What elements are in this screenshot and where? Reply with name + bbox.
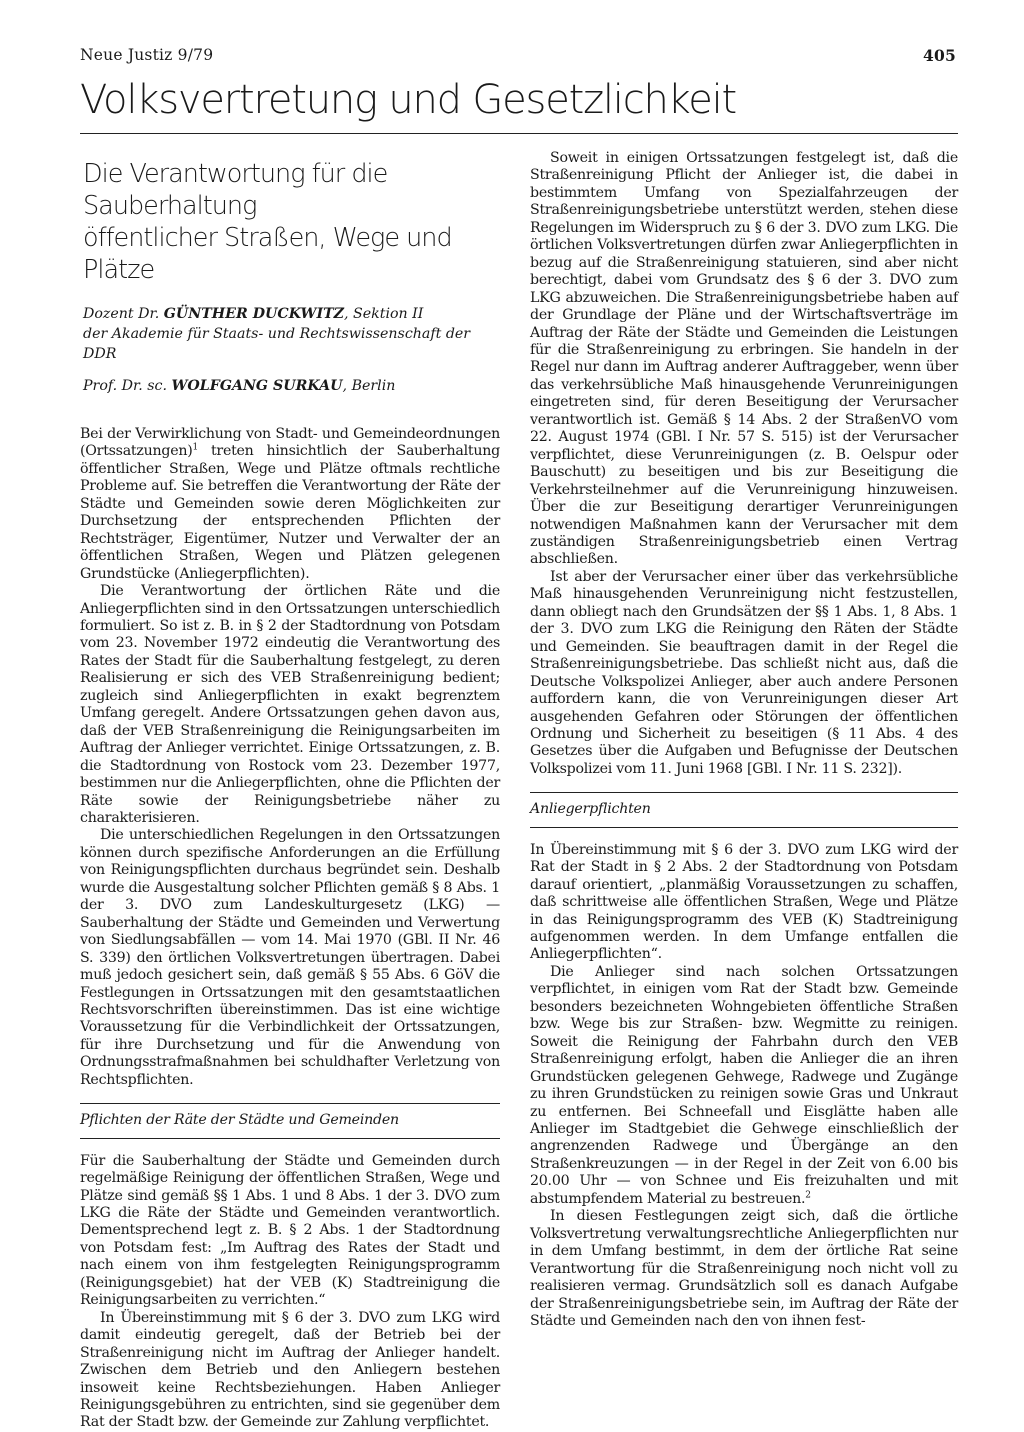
paragraph: Die Verantwortung der örtlichen Räte und die Anliegerpflichten sind in den Ortssatzungen unterschiedlich formuliert. So ist z. B. in § 2 der Stadtordnung von Potsdam vom 23. November 1972 eindeutig die Verantwortung des Rates der Stadt für die Sauberhaltung festgelegt, zu deren Realisierung er sich des VEB Straßenreinigung bedient; zugleich sind Anliegerpflichten in exakt begrenztem Umfang geregelt. Andere Ortssatzungen gehen davon aus, daß der VEB Straßenreinigung die Reinigungsarbeiten im Auftrag der Anlieger verrichtet. Einige Ortssatzungen, z. B. die Stadtordnung von Rostock vom 23. Dezember 1977, bestimmen nur die Anliegerpflichten, ohne die Pflichten der Räte sowie der Reinigungsbetriebe näher zu charakterisieren. <box>80 583 500 826</box>
paragraph <box>80 426 500 583</box>
author-2-prefix: Prof. Dr. sc. <box>83 378 172 394</box>
author-1-affiliation: der Akademie für Staats- und Rechtswissenschaft der DDR <box>83 326 471 362</box>
subheading: Anliegerpflichten <box>530 801 651 818</box>
running-head <box>80 46 956 68</box>
article-title-line-2: öffentlicher Straßen, Wege und Plätze <box>83 223 452 285</box>
paragraph-text: Bei der Verwirklichung von Stadt- und Gemeindeordnungen (Ortssatzungen) <box>80 426 500 460</box>
right-column <box>530 150 958 1330</box>
subheading: Pflichten der Räte der Städte und Gemeinden <box>80 1112 399 1129</box>
journal-issue: Neue Justiz 9/79 <box>80 46 214 64</box>
author-2-name: WOLFGANG SURKAU <box>171 378 343 394</box>
subheading-block <box>80 1103 500 1138</box>
paragraph: In Übereinstimmung mit § 6 der 3. DVO zum LKG wird damit eindeutig geregelt, daß der Betrieb bei der Straßenreinigung nicht im Auftrag der Anlieger handelt. Zwischen dem Betrieb und den Anliegern bestehen insoweit keine Rechtsbeziehungen. Haben Anlieger Reinigungsgebühren zu entrichten, sind sie gegenüber dem Rat der Stadt bzw. der Gemeinde zur Zahlung verpflichtet. <box>80 1309 500 1431</box>
paragraph <box>530 964 958 1208</box>
section-rule <box>80 133 958 134</box>
paragraph-text: Die Anlieger sind nach solchen Ortssatzungen verpflichtet, in einigen vom Rat der Stadt bzw. Gemeinde besonders bezeichneten Wohngebieten öffentliche Straßen bzw. Wege bis zur Straßen- bzw. Wegmitte zu reinigen. Soweit die Reinigung der Fahrbahn durch den VEB Straßenreinigung erfolgt, haben die Anlieger die an ihren Grundstücken gelegenen Gehwege, Radwege und Zugänge zu ihren Grundstücken zu reinigen sowie Gras und Unkraut zu entfernen. Bei Schneefall und Eisglätte haben alle Anlieger im Stadtgebiet die Gehwege einschließlich der angrenzenden Radwege und Übergänge an den Straßenkreuzungen — in der Regel in der Zeit von 6.00 bis 20.00 Uhr — von Schnee und Eis freizuhalten und mit abstumpfendem Material zu bestreuen. <box>530 963 958 1207</box>
author-2-suffix: , Berlin <box>342 378 396 394</box>
author-2 <box>83 376 500 396</box>
left-column <box>80 150 500 1432</box>
subheading-rule-bottom <box>530 827 958 828</box>
author-1-suffix: , Sektion II <box>344 306 424 322</box>
article-title-line-1: Die Verantwortung für die Sauberhaltung <box>83 159 388 221</box>
subheading-block <box>530 792 958 827</box>
paragraph: Soweit in einigen Ortssatzungen festgelegt ist, daß die Straßenreinigung Pflicht der Anlieger ist, die dabei in bestimmtem Umfang von Spezialfahrzeugen der Straßenreinigungsbetriebe unterstützt werden, stehen diese Regelungen im Widerspruch zu § 6 der 3. DVO zum LKG. Die örtlichen Volksvertretungen dürfen zwar Anliegerpflichten in bezug auf die Straßenreinigung statuieren, sind aber nicht berechtigt, dabei vom Grundsatz des § 6 der 3. DVO zum LKG abzuweichen. Die Straßenreinigungsbetriebe haben auf der Grundlage der Pläne und der Wirtschaftsverträge im Auftrag der Räte der Städte und Gemeinden die Leistungen für die Straßenreinigung zu erbringen. Sie handeln in der Regel nur dann im Auftrag anderer Auftraggeber, wenn über das verkehrsübliche Maß hinausgehende Verunreinigungen eingetreten sind, für deren Beseitigung der Verursacher verantwortlich ist. Gemäß § 14 Abs. 2 der StraßenVO vom 22. August 1974 (GBl. I Nr. 57 S. 515) ist der Verursacher verpflichtet, diese Verunreinigungen (z. B. Oelspur oder Bauschutt) zu beseitigen und bis zur Beseitigung die Verkehrsteilnehmer auf die Verunreinigung hinzuweisen. Über die zur Beseitigung derartiger Verunreinigungen notwendigen Maßnahmen kann der Verursacher mit dem zuständigen Straßenreinigungsbetrieb einen Vertrag abschließen. <box>530 150 958 568</box>
left-body <box>80 426 500 1432</box>
section-title: Volksvertretung und Gesetzlichkeit <box>80 77 736 123</box>
paragraph: In Übereinstimmung mit § 6 der 3. DVO zum LKG wird der Rat der Stadt in § 2 Abs. 2 der Stadtordnung von Potsdam darauf orientiert, „planmäßig Voraussetzungen zu schaffen, daß schrittweise alle öffentlichen Straßen, Wege und Plätze in das Reinigungsprogramm des VEB (K) Stadtreinigung aufgenommen werden. In dem Umfange entfallen die Anliegerpflichten“. <box>530 841 958 963</box>
author-1 <box>83 304 500 364</box>
article-title <box>83 158 500 286</box>
author-1-prefix: Dozent Dr. <box>83 306 164 322</box>
paragraph-text: treten hinsichtlich der Sauberhaltung öffentlicher Straßen, Wege und Plätze oftmals rechtliche Probleme auf. Sie betreffen die Verantwortung der Räte der Städte und Gemeinden sowie deren Möglichkeiten zur Durchsetzung der entsprechenden Pflichten der Rechtsträger, Eigentümer, Nutzer und Verwalter der an öffentlichen Straßen, Wegen und Plätzen gelegenen Grundstücke (Anliegerpflichten). <box>80 443 500 582</box>
author-1-name: GÜNTHER DUCKWITZ <box>163 306 345 322</box>
footnote-ref: 2 <box>805 1190 811 1201</box>
paragraph: Für die Sauberhaltung der Städte und Gemeinden durch regelmäßige Reinigung der öffentlichen Straßen, Wege und Plätze sind gemäß §§ 1 Abs. 1 und 8 Abs. 1 der 3. DVO zum LKG die Räte der Städte und Gemeinden verantwortlich. Dementsprechend legt z. B. § 2 Abs. 1 der Stadtordnung von Potsdam fest: „Im Auftrag des Rates der Stadt und nach einem von ihm festgelegten Reinigungsprogramm (Reinigungsgebiet) hat der VEB (K) Stadtreinigung die Reinigungsarbeiten zu verrichten.“ <box>80 1152 500 1309</box>
paragraph: Die unterschiedlichen Regelungen in den Ortssatzungen können durch spezifische Anforderungen an die Erfüllung von Reinigungspflichten durchaus begründet sein. Deshalb wurde die Ausgestaltung solcher Pflichten gemäß § 8 Abs. 1 der 3. DVO zum Landeskulturgesetz (LKG) — Sauberhaltung der Städte und Gemeinden und Verwertung von Siedlungsabfällen — vom 14. Mai 1970 (GBl. II Nr. 46 S. 339) den örtlichen Volksvertretungen übertragen. Dabei muß jedoch gesichert sein, daß gemäß § 55 Abs. 6 GöV die Festlegungen in Ortssatzungen mit den gesamtstaatlichen Rechtsvorschriften übereinstimmen. Das ist eine wichtige Voraussetzung für die Verbindlichkeit der Ortssatzungen, für ihre Durchsetzung und für die Anwendung von Ordnungsstrafmaßnahmen bei schuldhafter Verletzung von Rechtspflichten. <box>80 827 500 1088</box>
subheading-rule-bottom <box>80 1138 500 1139</box>
paragraph: In diesen Festlegungen zeigt sich, daß die örtliche Volksvertretung verwaltungsrechtliche Anliegerpflichten nur in dem Umfang bestimmt, in dem der örtliche Rat seine Verantwortung für die Straßenreinigung noch nicht voll zu realisieren vermag. Grundsätzlich soll es danach Aufgabe der Straßenreinigungsbetriebe sein, im Auftrag der Räte der Städte und Gemeinden nach den von ihnen fest- <box>530 1208 958 1329</box>
footnote-ref: 1 <box>192 442 199 453</box>
right-body <box>530 150 958 1330</box>
paragraph: Ist aber der Verursacher einer über das verkehrsübliche Maß hinausgehenden Verunreinigung nicht festzustellen, dann obliegt nach den Grundsätzen der §§ 1 Abs. 1, 8 Abs. 1 der 3. DVO zum LKG die Reinigung den Räten der Städte und Gemeinden. Sie beauftragen damit in der Regel die Straßenreinigungsbetriebe. Das schließt nicht aus, daß die Deutsche Volkspolizei Anlieger, aber auch andere Personen auffordern kann, die von Verunreinigungen dieser Art ausgehenden Gefahren oder Störungen der öffentlichen Ordnung und Sicherheit zu beseitigen (§ 11 Abs. 4 des Gesetzes über die Aufgaben und Befugnisse der Deutschen Volkspolizei vom 11. Juni 1968 [GBl. I Nr. 11 S. 232]). <box>530 568 958 777</box>
page-number: 405 <box>923 46 956 65</box>
